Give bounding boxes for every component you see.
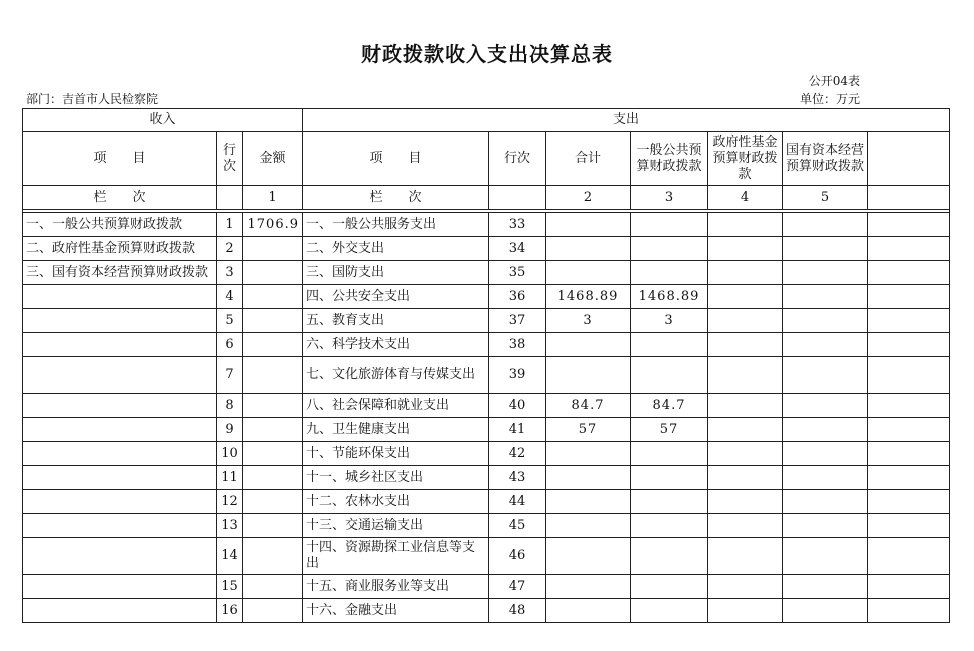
expense-item: 十一、城乡社区支出 (303, 466, 489, 490)
income-item (23, 309, 217, 333)
column-number-3: 3 (631, 186, 708, 210)
income-amount: 1706.9 (243, 213, 303, 237)
general-budget-value: 1468.89 (631, 285, 708, 309)
expense-item: 九、卫生健康支出 (303, 418, 489, 442)
amount-header: 金额 (243, 132, 303, 186)
income-line: 16 (217, 599, 243, 623)
state-capital-value (783, 538, 868, 575)
income-amount (243, 309, 303, 333)
income-item (23, 514, 217, 538)
expense-line: 46 (489, 538, 546, 575)
table-row (23, 418, 950, 442)
state-capital-value (783, 575, 868, 599)
state-capital-value (783, 213, 868, 237)
gov-fund-value (708, 394, 783, 418)
empty-cell (868, 261, 950, 285)
income-amount (243, 575, 303, 599)
expense-line: 42 (489, 442, 546, 466)
expense-total (546, 466, 631, 490)
state-capital-value (783, 418, 868, 442)
empty-cell (868, 333, 950, 357)
expense-total: 57 (546, 418, 631, 442)
income-line: 8 (217, 394, 243, 418)
general-budget-value (631, 490, 708, 514)
general-budget-value (631, 333, 708, 357)
empty-cell (217, 186, 243, 210)
income-line: 10 (217, 442, 243, 466)
income-amount (243, 466, 303, 490)
empty-cell (868, 418, 950, 442)
gov-fund-value (708, 466, 783, 490)
expense-header: 支出 (303, 109, 950, 132)
expense-line-header: 行次 (489, 132, 546, 186)
expense-total (546, 442, 631, 466)
expense-line: 48 (489, 599, 546, 623)
form-number: 公开04表 (808, 74, 860, 88)
income-line: 1 (217, 213, 243, 237)
gov-fund-value (708, 442, 783, 466)
state-capital-value (783, 333, 868, 357)
income-line: 6 (217, 333, 243, 357)
general-budget-header: 一般公共预算财政拨款 (631, 132, 708, 186)
empty-cell (868, 490, 950, 514)
gov-fund-value (708, 575, 783, 599)
expense-item: 四、公共安全支出 (303, 285, 489, 309)
expense-total (546, 261, 631, 285)
income-item (23, 490, 217, 514)
table-row (23, 490, 950, 514)
general-budget-value: 3 (631, 309, 708, 333)
income-amount (243, 418, 303, 442)
state-capital-value (783, 309, 868, 333)
empty-cell (868, 285, 950, 309)
expense-total (546, 237, 631, 261)
column-number-2: 2 (546, 186, 631, 210)
table-row (23, 394, 950, 418)
column-number-4: 4 (708, 186, 783, 210)
gov-fund-value (708, 285, 783, 309)
expense-item: 十三、交通运输支出 (303, 514, 489, 538)
state-capital-value (783, 442, 868, 466)
expense-line: 44 (489, 490, 546, 514)
income-item: 三、国有资本经营预算财政拨款 (23, 261, 217, 285)
income-line: 2 (217, 237, 243, 261)
gov-fund-value (708, 490, 783, 514)
expense-item: 七、文化旅游体育与传媒支出 (303, 357, 489, 394)
table-row (23, 466, 950, 490)
expense-item: 六、科学技术支出 (303, 333, 489, 357)
income-amount (243, 261, 303, 285)
income-item (23, 333, 217, 357)
department-label: 部门：吉首市人民检察院 (26, 92, 159, 106)
table-row (23, 333, 950, 357)
income-item (23, 394, 217, 418)
expense-item: 十六、金融支出 (303, 599, 489, 623)
empty-cell (868, 237, 950, 261)
table-row (23, 309, 950, 333)
empty-cell (868, 442, 950, 466)
empty-cell (868, 394, 950, 418)
gov-fund-value (708, 514, 783, 538)
income-item (23, 599, 217, 623)
expense-total (546, 490, 631, 514)
income-item (23, 285, 217, 309)
column-label-right: 栏 次 (303, 186, 489, 210)
income-line: 12 (217, 490, 243, 514)
income-amount (243, 442, 303, 466)
general-budget-value (631, 514, 708, 538)
table-row (23, 538, 950, 575)
income-line: 11 (217, 466, 243, 490)
table-row (23, 261, 950, 285)
gov-fund-value (708, 333, 783, 357)
expense-total (546, 357, 631, 394)
table-row (23, 514, 950, 538)
expense-total (546, 575, 631, 599)
income-line: 7 (217, 357, 243, 394)
income-line: 5 (217, 309, 243, 333)
expense-line: 45 (489, 514, 546, 538)
income-item (23, 466, 217, 490)
expense-line: 39 (489, 357, 546, 394)
state-capital-value (783, 357, 868, 394)
expense-item: 八、社会保障和就业支出 (303, 394, 489, 418)
general-budget-value (631, 261, 708, 285)
gov-fund-value (708, 309, 783, 333)
state-capital-value (783, 261, 868, 285)
expense-total: 1468.89 (546, 285, 631, 309)
expense-total: 3 (546, 309, 631, 333)
total-header: 合计 (546, 132, 631, 186)
income-item: 二、政府性基金预算财政拨款 (23, 237, 217, 261)
gov-fund-value (708, 237, 783, 261)
income-amount (243, 357, 303, 394)
expense-line: 41 (489, 418, 546, 442)
state-capital-value (783, 514, 868, 538)
income-item (23, 357, 217, 394)
table-row (23, 599, 950, 623)
expense-line: 33 (489, 213, 546, 237)
expense-line: 40 (489, 394, 546, 418)
income-amount (243, 237, 303, 261)
income-item (23, 575, 217, 599)
gov-fund-value (708, 213, 783, 237)
expense-line: 38 (489, 333, 546, 357)
general-budget-value (631, 213, 708, 237)
empty-cell (868, 575, 950, 599)
income-line: 14 (217, 538, 243, 575)
general-budget-value (631, 442, 708, 466)
expense-item: 十五、商业服务业等支出 (303, 575, 489, 599)
empty-cell (868, 538, 950, 575)
expense-item: 三、国防支出 (303, 261, 489, 285)
empty-cell (489, 186, 546, 210)
gov-fund-value (708, 261, 783, 285)
expense-total (546, 599, 631, 623)
income-amount (243, 333, 303, 357)
expense-item: 二、外交支出 (303, 237, 489, 261)
expense-line: 43 (489, 466, 546, 490)
general-budget-value (631, 599, 708, 623)
income-line: 13 (217, 514, 243, 538)
expense-total (546, 514, 631, 538)
expense-line: 47 (489, 575, 546, 599)
table-row (23, 237, 950, 261)
state-capital-value (783, 285, 868, 309)
table-row (23, 285, 950, 309)
empty-cell (868, 466, 950, 490)
expense-item: 五、教育支出 (303, 309, 489, 333)
income-amount (243, 490, 303, 514)
column-number-1: 1 (243, 186, 303, 210)
general-budget-value: 84.7 (631, 394, 708, 418)
income-amount (243, 538, 303, 575)
state-capital-value (783, 599, 868, 623)
income-item-header: 项 目 (23, 132, 217, 186)
state-capital-value (783, 466, 868, 490)
expense-total (546, 213, 631, 237)
expense-total (546, 538, 631, 575)
income-line: 9 (217, 418, 243, 442)
unit-label: 单位：万元 (799, 92, 860, 106)
empty-cell (868, 599, 950, 623)
gov-fund-value (708, 357, 783, 394)
report-title: 财政拨款收入支出决算总表 (361, 42, 613, 66)
state-capital-header: 国有资本经营预算财政拨款 (783, 132, 868, 186)
expense-line: 37 (489, 309, 546, 333)
general-budget-value (631, 538, 708, 575)
income-line: 4 (217, 285, 243, 309)
income-item: 一、一般公共预算财政拨款 (23, 213, 217, 237)
state-capital-value (783, 237, 868, 261)
income-line: 3 (217, 261, 243, 285)
gov-fund-value (708, 418, 783, 442)
empty-cell (868, 514, 950, 538)
state-capital-value (783, 490, 868, 514)
table-row (23, 213, 950, 237)
income-item (23, 442, 217, 466)
empty-cell (868, 213, 950, 237)
general-budget-value (631, 357, 708, 394)
expense-line: 36 (489, 285, 546, 309)
income-item (23, 538, 217, 575)
table-row (23, 575, 950, 599)
expense-item: 一、一般公共服务支出 (303, 213, 489, 237)
column-label-left: 栏 次 (23, 186, 217, 210)
general-budget-value: 57 (631, 418, 708, 442)
state-capital-value (783, 394, 868, 418)
income-line-header: 行次 (217, 132, 243, 186)
general-budget-value (631, 575, 708, 599)
expense-line: 34 (489, 237, 546, 261)
income-item (23, 418, 217, 442)
expense-item: 十二、农林水支出 (303, 490, 489, 514)
income-line: 15 (217, 575, 243, 599)
expense-item: 十四、资源勘探工业信息等支出 (303, 538, 489, 575)
gov-fund-value (708, 538, 783, 575)
expense-total (546, 333, 631, 357)
general-budget-value (631, 237, 708, 261)
column-number-5: 5 (783, 186, 868, 210)
income-header: 收入 (23, 109, 303, 132)
expense-total: 84.7 (546, 394, 631, 418)
income-amount (243, 514, 303, 538)
general-budget-value (631, 466, 708, 490)
income-amount (243, 394, 303, 418)
table-row (23, 357, 950, 394)
empty-cell (868, 309, 950, 333)
gov-fund-value (708, 599, 783, 623)
gov-fund-header: 政府性基金预算财政拨款 (708, 132, 783, 186)
expense-item: 十、节能环保支出 (303, 442, 489, 466)
empty-cell (868, 357, 950, 394)
table-row (23, 442, 950, 466)
empty-cell (868, 186, 950, 210)
expense-line: 35 (489, 261, 546, 285)
empty-header-cell (868, 132, 950, 186)
expense-item-header: 项 目 (303, 132, 489, 186)
budget-summary-table (22, 108, 950, 623)
income-amount (243, 285, 303, 309)
income-amount (243, 599, 303, 623)
